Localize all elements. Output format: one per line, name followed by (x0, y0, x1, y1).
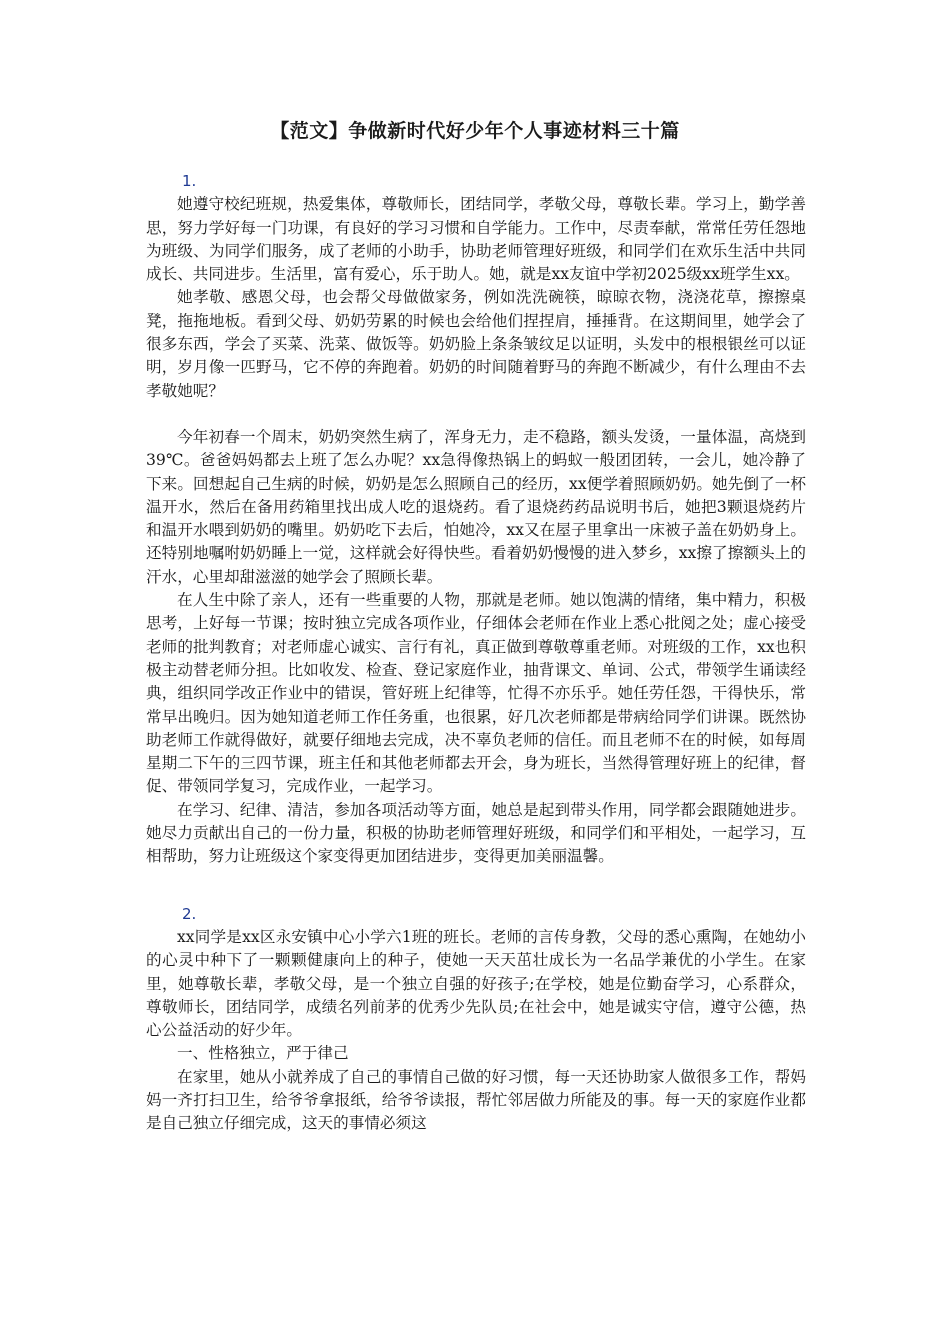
subheading: 一、性格独立，严于律己 (177, 1044, 349, 1063)
paragraph: 在家里，她从小就养成了自己的事情自己做的好习惯，每一天还协助家人做很多工作，帮妈妈一齐打扫卫生，给爷爷拿报纸，给爷爷读报，帮忙邻居做力所能及的事。每一天的家庭作业都是自己独立仔细完成，这天的事情必须这 (146, 1067, 806, 1133)
paragraph: 今年初春一个周末，奶奶突然生病了，浑身无力，走不稳路，额头发烫，一量体温，高烧到39℃。爸爸妈妈都去上班了怎么办呢？xx急得像热锅上的蚂蚁一般团团转，一会儿，她冷静了下来。回想起自己生病的时候，奶奶是怎么照顾自己的经历，xx便学着照顾奶奶。她先倒了一杯温开水，然后在备用药箱里找出成人吃的退烧药。看了退烧药药品说明书后，她把3颗退烧药片和温开水喂到奶奶的嘴里。奶奶吃下去后，怕她冷，xx又在屋子里拿出一床被子盖在奶奶身上。还特别地嘱咐奶奶睡上一觉，这样就会好得快些。看着奶奶慢慢的进入梦乡，xx擦了擦额头上的汗水，心里却甜滋滋的她学会了照顾长辈。 (146, 427, 806, 586)
paragraph-spacer (146, 403, 806, 426)
paragraph: 她孝敬、感恩父母，也会帮父母做做家务，例如洗洗碗筷，晾晾衣物，浇浇花草，擦擦桌凳，拖拖地板。看到父母、奶奶劳累的时候也会给他们捏捏肩，捶捶背。在这期间里，她学会了很多东西，学会了买菜、洗菜、做饭等。奶奶脸上条条皱纹足以证明，头发中的根根银丝可以证明，岁月像一匹野马，它不停的奔跑着。奶奶的时间随着野马的奔跑不断减少，有什么理由不去孝敬她呢？ (146, 288, 806, 400)
paragraph: 在学习、纪律、清洁，参加各项活动等方面，她总是起到带头作用，同学都会跟随她进步。她尽力贡献出自己的一份力量，积极的协助老师管理好班级，和同学们和平相处，一起学习，互相帮助，努力让班级这个家变得更加团结进步，变得更加美丽温馨。 (146, 800, 806, 866)
paragraph: 在人生中除了亲人，还有一些重要的人物，那就是老师。她以饱满的情绪，集中精力，积极思考，上好每一节课；按时独立完成各项作业，仔细体会老师在作业上悉心批阅之处；虚心接受老师的批判教育；对老师虚心诚实、言行有礼，真正做到尊敬尊重老师。对班级的工作，xx也积极主动替老师分担。比如收发、检查、登记家庭作业，抽背课文、单词、公式，带领学生诵读经典，组织同学改正作业中的错误，管好班上纪律等，忙得不亦乐乎。她任劳任怨，干得快乐，常常早出晚归。因为她知道老师工作任务重，也很累，好几次老师都是带病给同学们讲课。既然协助老师工作就得做好，就要仔细地去完成，决不辜负老师的信任。而且老师不在的时候，如每周星期二下午的三四节课，班主任和其他老师都去开会，身为班长，当然得管理好班上的纪律，督促、带领同学复习，完成作业，一起学习。 (146, 591, 806, 796)
document-title: 【范文】争做新时代好少年个人事迹材料三十篇 (270, 120, 680, 142)
section-number: 2. (182, 904, 197, 923)
section-spacer (146, 869, 806, 903)
document-body (146, 170, 806, 1136)
section-number: 1. (182, 172, 197, 190)
paragraph: 她遵守校纪班规，热爱集体，尊敬师长，团结同学，孝敬父母，尊敬长辈。学习上，勤学善思，努力学好每一门功课，有良好的学习习惯和自学能力。工作中，尽责奉献，常常任劳任怨地为班级、为同学们服务，成了老师的小助手，协助老师管理好班级，和同学们在欢乐生活中共同成长、共同进步。生活里，富有爱心，乐于助人。她，就是xx友谊中学初2025级xx班学生xx。 (146, 195, 806, 284)
paragraph: xx同学是xx区永安镇中心小学六1班的班长。老师的言传身教，父母的悉心熏陶，在她幼小的心灵中种下了一颗颗健康向上的种子，使她一天天茁壮成长为一名品学兼优的小学生。在家里，她尊敬长辈，孝敬父母，是一个独立自强的好孩子;在学校，她是位勤奋学习，心系群众，尊敬师长，团结同学，成绩名列前茅的优秀少先队员;在社会中，她是诚实守信，遵守公德，热心公益活动的好少年。 (146, 927, 806, 1040)
